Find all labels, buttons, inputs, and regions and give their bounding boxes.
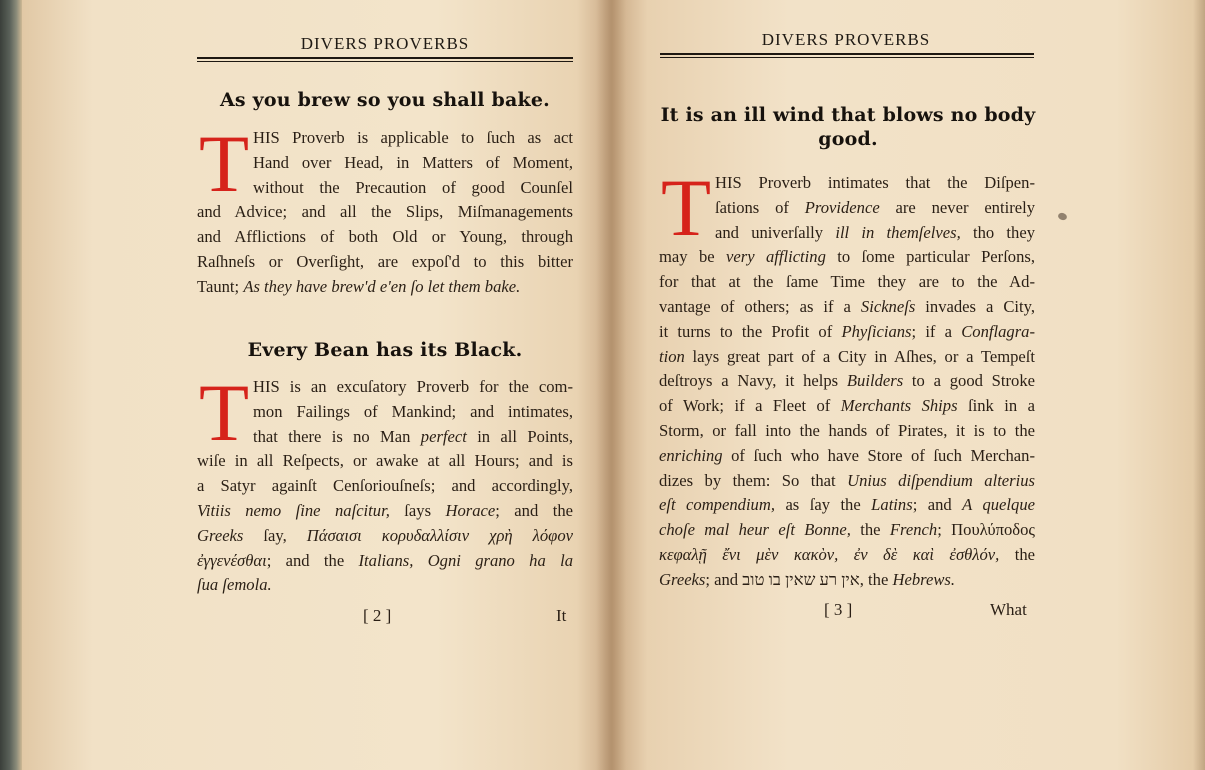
body-text: dizes by them: So that — [659, 470, 848, 490]
left-header-rule — [197, 57, 573, 62]
italic-word: Sickneſs — [860, 296, 916, 316]
body-text: vantage of others; as if a — [659, 296, 861, 316]
italic-word: Italians, — [358, 550, 414, 570]
catchword-left: It — [556, 606, 567, 625]
proverb-2-body — [197, 367, 573, 598]
italic-word: perfect — [420, 426, 467, 446]
body-text: to a good Stroke — [903, 371, 1035, 391]
drop-cap-2: T — [198, 367, 250, 458]
body-text: invades a City, — [915, 296, 1036, 316]
italic-word: Conflagra- — [961, 321, 1035, 341]
body-line — [659, 493, 1035, 518]
body-line — [659, 568, 1035, 593]
body-text: ſink in a — [957, 396, 1035, 416]
body-text: the — [850, 520, 890, 540]
italic-word: enriching — [659, 445, 723, 465]
body-line: HIS Proverb intimates that the Diſpen- — [715, 173, 1035, 192]
body-line: Storm, or fall into the hands of Pirates, it is to the — [659, 420, 1035, 440]
body-line: mon Failings of Mankind; and intimates, — [253, 401, 573, 421]
page-edge-shadow — [1193, 0, 1205, 770]
book-spine-edge — [0, 0, 22, 770]
body-text: it turns to the Profit of — [659, 321, 842, 341]
body-line — [197, 573, 573, 598]
body-line — [197, 425, 573, 450]
body-text: ſay, — [243, 525, 307, 545]
italic-quote: As they have brew'd e'en ſo let them bake. — [243, 276, 521, 296]
italic-word: Greeks — [659, 569, 706, 589]
body-text: ; and — [912, 495, 963, 515]
italian-quote: Ogni grano ha la — [427, 550, 573, 570]
body-text: in all Points, — [466, 426, 573, 446]
page-number-left: [ 2 ] — [363, 606, 392, 625]
body-line — [659, 245, 1035, 270]
latin-quote: eſt compendium, — [659, 495, 775, 515]
italic-word: tion — [659, 346, 685, 366]
body-text: ; — [937, 520, 952, 540]
body-line — [197, 275, 573, 300]
italic-word: Horace — [445, 500, 496, 520]
italic-word: Hebrews. — [892, 569, 955, 589]
body-text: as ſay the — [774, 495, 872, 515]
body-text: ; and the — [495, 500, 573, 520]
latin-quote: Unius diſpendium alterius — [847, 470, 1035, 490]
body-line — [659, 543, 1035, 568]
italic-word: Greeks — [197, 525, 244, 545]
french-quote: choſe mal heur eſt Bonne, — [659, 520, 851, 540]
body-text: ; and the — [266, 550, 359, 570]
body-text: Taunt; — [197, 276, 244, 296]
body-line — [659, 295, 1035, 320]
body-line: for that at the ſame Time they are to the Ad- — [659, 272, 1035, 292]
body-line: Raſhneſs or Overſight, are expoſ'd to this bitter — [197, 251, 573, 271]
body-text: ſays — [389, 500, 446, 520]
proverb-3-body — [659, 162, 1036, 593]
body-text: of Work; if a Fleet of — [659, 396, 841, 416]
italic-word: Latins — [871, 495, 913, 515]
body-line — [659, 345, 1035, 370]
body-line: HIS is an excuſatory Proverb for the com- — [253, 377, 573, 396]
catchword-right: What — [990, 600, 1027, 619]
body-line — [659, 469, 1035, 494]
body-text: ; if a — [911, 321, 962, 341]
body-line — [197, 499, 573, 524]
body-text: deſtroys a Navy, it helps — [659, 371, 847, 391]
body-text: are never entirely — [879, 197, 1035, 217]
left-running-header: DIVERS PROVERBS — [300, 34, 470, 53]
right-header-rule — [660, 53, 1034, 58]
italic-word: French — [889, 520, 938, 540]
proverb-title-as-you-brew: As you brew so you shall bake. — [219, 89, 550, 111]
body-text: ſations of — [715, 197, 805, 217]
body-text: ; and — [705, 569, 743, 589]
greek-quote: Πάσαισι κορυδαλλίσιν χρὴ λόφον — [306, 525, 573, 545]
body-text: tho they — [960, 222, 1035, 242]
body-line — [659, 518, 1035, 543]
body-line: and Advice; and all the Slips, Miſmanagements — [197, 202, 573, 222]
body-line — [659, 394, 1035, 419]
greek-quote: κεφαλῇ ἔνι μὲν κακὸν, ἐν δὲ καὶ ἐσθλόν, — [659, 544, 1000, 564]
body-text: to ſome particular Perſons, — [825, 247, 1036, 267]
proverb-title-every-bean: Every Bean has its Black. — [247, 339, 523, 361]
page-number-right: [ 3 ] — [824, 600, 853, 619]
body-line: HIS Proverb is applicable to ſuch as act — [253, 128, 573, 147]
italic-word: ill in themſelves, — [835, 222, 961, 242]
italic-word: Phyſicians — [841, 321, 912, 341]
body-text: and univerſally — [715, 222, 836, 242]
proverb-1-body — [197, 118, 573, 300]
right-running-header: DIVERS PROVERBS — [761, 30, 931, 49]
body-line — [197, 549, 573, 574]
body-line — [659, 320, 1035, 345]
body-text: lays great part of a City in Aſhes, or a Tempeſt — [684, 346, 1035, 366]
body-line: without the Precaution of good Counſel — [253, 177, 573, 197]
proverb-title-ill-wind — [660, 103, 1036, 151]
book-gutter — [596, 0, 626, 770]
title-line: It is an ill wind that blows no body — [660, 104, 1036, 126]
body-text: , the — [859, 569, 893, 589]
latin-quote: Vitiis nemo ſine naſcitur, — [197, 500, 390, 520]
hebrew-quote: אין רע שאין בו טוב — [742, 569, 860, 589]
drop-cap-1: T — [198, 118, 250, 209]
greek-quote: ἐγγενέσθαι — [197, 550, 267, 570]
body-line — [659, 369, 1035, 394]
body-text: of ſuch who have Store of ſuch Merchan- — [722, 445, 1035, 465]
italic-word: very afflicting — [726, 247, 826, 267]
body-line: wiſe in all Reſpects, or awake at all Hours; and is — [197, 451, 573, 471]
italic-word: Providence — [804, 197, 880, 217]
body-line: and Afflictions of both Old or Young, through — [197, 227, 573, 247]
italian-quote: ſua ſemola. — [197, 575, 272, 595]
title-line: good. — [818, 128, 878, 150]
italic-word: Merchants Ships — [840, 396, 958, 416]
body-line — [659, 221, 1035, 246]
french-quote: A quelque — [962, 495, 1035, 515]
body-text: the — [999, 544, 1035, 564]
body-line — [197, 524, 573, 549]
body-text: may be — [659, 247, 727, 267]
greek-quote: Πουλύποδος — [951, 520, 1035, 540]
italic-word: Builders — [846, 371, 904, 391]
body-line — [659, 196, 1035, 221]
body-line: a Satyr againſt Cenſoriouſneſs; and accordingly, — [197, 476, 573, 496]
drop-cap-3: T — [660, 162, 712, 253]
body-text: that there is no Man — [253, 426, 421, 446]
body-line: Hand over Head, in Matters of Moment, — [253, 152, 573, 172]
body-line — [659, 444, 1035, 469]
